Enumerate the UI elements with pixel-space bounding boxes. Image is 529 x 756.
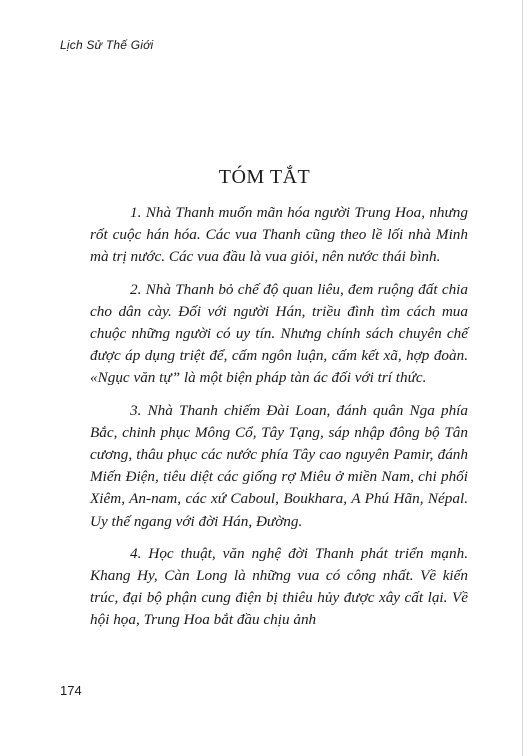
page-number: 174 xyxy=(60,683,82,698)
running-header: Lịch Sử Thế Giới xyxy=(60,38,154,52)
summary-paragraph-4: 4. Học thuật, văn nghệ đời Thanh phát triển mạnh. Khang Hy, Càn Long là những vua có công nhất. Về kiến trúc, đại bộ phận cung điện bị thiêu hủy được xây cất lại. Về hội họa, Trung Hoa bắt đầu chịu ảnh xyxy=(90,544,468,629)
summary-body xyxy=(90,202,468,642)
summary-paragraph-1: 1. Nhà Thanh muốn mãn hóa người Trung Hoa, nhưng rốt cuộc hán hóa. Các vua Thanh cũng theo lề lối nhà Minh mà trị nước. Các vua đầu là vua giỏi, nên nước thái bình. xyxy=(90,204,468,266)
section-title: TÓM TẮT xyxy=(218,166,311,188)
summary-paragraph-2: 2. Nhà Thanh bỏ chế độ quan liêu, đem ruộng đất chia cho dân cày. Đối với người Hán, triều đình tìm cách mua chuộc những người có uy tín. Nhưng chính sách chuyên chế được áp dụng triệt để, cấm ngôn luận, cấm kết xã, hợp đoàn. «Ngục văn tự” là một biện pháp tàn ác đối với trí thức. xyxy=(90,280,468,387)
summary-paragraph-3: 3. Nhà Thanh chiếm Đài Loan, đánh quân Nga phía Bắc, chinh phục Mông Cổ, Tây Tạng, sáp nhập đông bộ Tân cương, thâu phục các nước phía Tây cao nguyên Pamir, đánh Miến Điện, tiêu diệt các giống rợ Miêu ở miền Nam, chi phối Xiêm, An-nam, các xứ Caboul, Boukhara, A Phú Hãn, Népal. Uy thế ngang với đời Hán, Đường. xyxy=(90,401,468,530)
page-edge-line xyxy=(522,0,523,756)
